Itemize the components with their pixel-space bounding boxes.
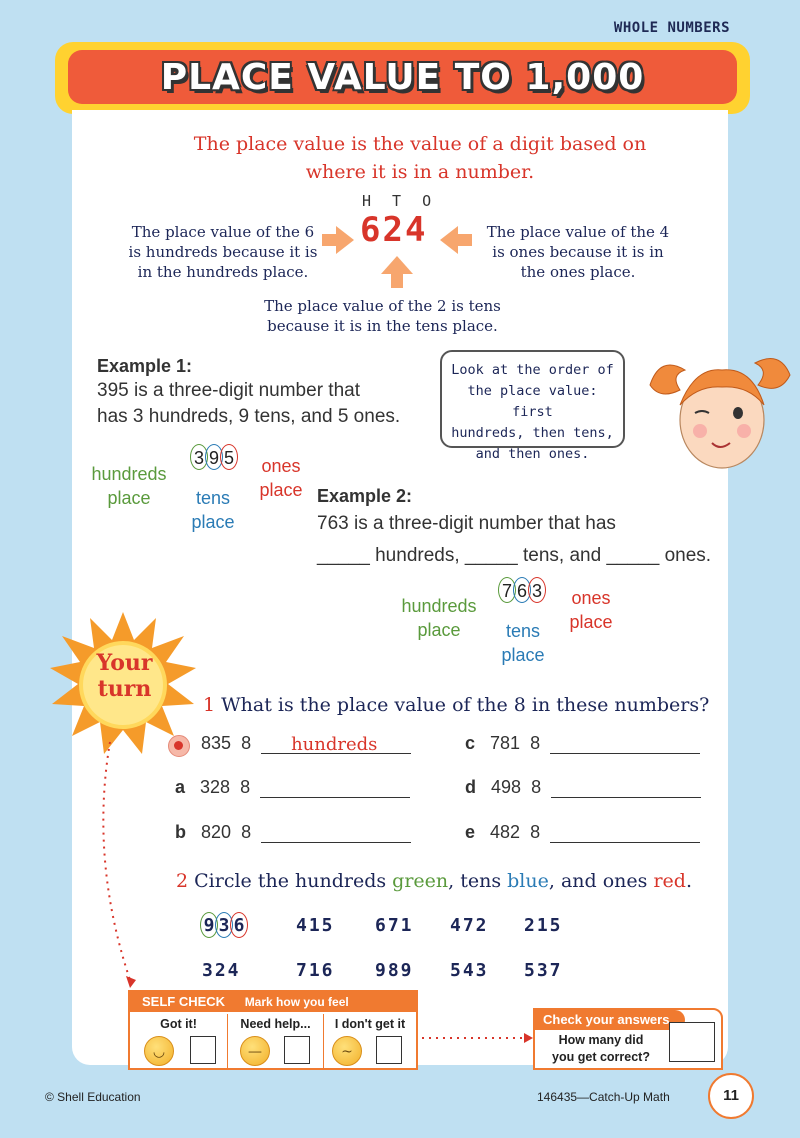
ex2-hundreds-label: hundreds place (401, 596, 477, 640)
bottom-callout: The place value of the 2 is tens because it is in the tens place. (264, 297, 501, 335)
q1-row-b: b 820 8 (175, 822, 411, 843)
example1-title: Example 1: (97, 356, 193, 376)
ex2-tens-label: tens place (501, 621, 545, 665)
q2-number[interactable]: 671 (375, 915, 414, 936)
page-number: 11 (708, 1073, 754, 1119)
footer-product: 146435—Catch-Up Math (537, 1090, 670, 1104)
ex1-hundreds-label: hundreds place (91, 464, 167, 508)
left-callout: The place value of the 6 is hundreds because it is in the hundreds place. (128, 223, 318, 281)
your-turn-label: Your turn (96, 650, 153, 702)
check-answers-prompt: How many did you get correct? (552, 1033, 650, 1064)
example-marker-icon (168, 735, 190, 757)
self-check-header: SELF CHECK Mark how you feel (130, 992, 416, 1012)
q2-number[interactable]: 415 (296, 915, 335, 936)
arrow-up-icon (381, 256, 413, 288)
happy-face-icon: ◡ (144, 1036, 174, 1066)
q1-row-c: c 781 8 (465, 733, 700, 754)
q1-row-e-input[interactable] (550, 825, 700, 843)
q1-row-b-input[interactable] (261, 825, 411, 843)
q2-number[interactable]: 537 (524, 960, 563, 981)
q2-number[interactable]: 716 (296, 960, 335, 981)
arrow-left-icon (440, 226, 472, 254)
q2-number[interactable]: 215 (524, 915, 563, 936)
q1-row-d-input[interactable] (551, 780, 701, 798)
example1-text: 395 is a three-digit number that has 3 hundreds, 9 tens, and 5 ones. (97, 380, 401, 427)
q1-example-row: 835 8 hundreds (201, 733, 411, 754)
q1-row-d: d 498 8 (465, 777, 701, 798)
confused-face-icon: ~ (332, 1036, 362, 1066)
footer-copyright: © Shell Education (45, 1090, 141, 1104)
self-check-dont-get-it[interactable]: I don't get it ~ (324, 1014, 416, 1070)
right-callout: The place value of the 4 is ones because it is in the ones place. (486, 223, 670, 281)
correct-count-box[interactable] (669, 1022, 715, 1062)
section-label: WHOLE NUMBERS (613, 20, 730, 36)
ex1-ones-label: ones place (259, 456, 303, 500)
q2-example-circled: 9 3 6 (200, 912, 245, 938)
q2-text: 2 Circle the hundreds green, tens blue, and ones red. (176, 870, 692, 892)
arrow-right-icon (322, 226, 354, 254)
q2-number[interactable]: 472 (450, 915, 489, 936)
self-check-box (128, 990, 418, 1070)
ex2-circled-number: 7 6 3 (498, 577, 543, 603)
self-check-got-it[interactable]: Got it! ◡ (130, 1014, 228, 1070)
title-banner (55, 42, 750, 114)
q1-row-a-input[interactable] (260, 780, 410, 798)
example2-text: 763 is a three-digit number that has _____ hundreds, _____ tens, and _____ ones. (317, 513, 712, 566)
ex1-circled-number: 3 9 5 (190, 444, 235, 470)
check-answers-box: Check your answers How many did you get correct? (533, 1008, 723, 1070)
ex1-tens-label: tens place (191, 488, 235, 532)
q1-example-answer: hundreds (291, 734, 378, 755)
diagram-number: 624 (360, 210, 428, 250)
intro-text: The place value is the value of a digit based on where it is in a number. (193, 133, 647, 183)
q1-row-c-input[interactable] (550, 736, 700, 754)
q1-text: 1 What is the place value of the 8 in these numbers? (203, 694, 710, 716)
girl-character-illustration (640, 345, 800, 475)
ex2-ones-label: ones place (569, 588, 613, 632)
q1-row-e: e 482 8 (465, 822, 700, 843)
page-title: PLACE VALUE TO 1,000 (160, 56, 645, 98)
example2-title: Example 2: (317, 486, 413, 506)
speech-bubble: Look at the order of the place value: first hundreds, then tens, and then ones. (440, 350, 625, 448)
q2-number[interactable]: 324 (202, 960, 241, 981)
self-check-need-help[interactable]: Need help... — (228, 1014, 324, 1070)
hto-label: H T O (362, 192, 438, 210)
got-it-checkbox[interactable] (190, 1036, 216, 1064)
q1-row-a: a 328 8 (175, 777, 410, 798)
q2-number[interactable]: 543 (450, 960, 489, 981)
q2-number[interactable]: 989 (375, 960, 414, 981)
need-help-checkbox[interactable] (284, 1036, 310, 1064)
dont-get-it-checkbox[interactable] (376, 1036, 402, 1064)
neutral-face-icon: — (240, 1036, 270, 1066)
